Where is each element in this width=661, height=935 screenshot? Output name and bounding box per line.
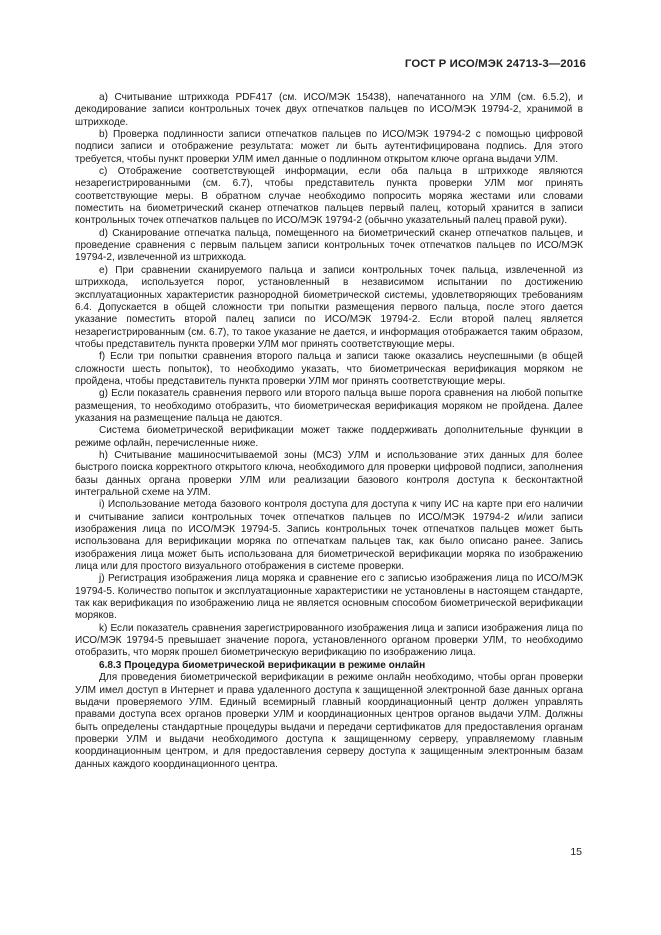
document-body — [75, 92, 583, 771]
paragraph-g: g) Если показатель сравнения первого или второго пальца выше порога сравнения на любой попытке размещения, то необходимо отобразить, что биометрическая верификация моряком не пройдена. Далее указания на размещение пальца не даются. — [75, 388, 583, 424]
section-heading: 6.8.3 Процедура биометрической верификации в режиме онлайн — [99, 659, 426, 671]
paragraph-d: d) Сканирование отпечатка пальца, помещенного на биометрический сканер отпечатков пальцев, и проведение сравнения с первым пальцем записи контрольных точек отпечатков пальцев по ИСО/МЭК 19794-2, извлеченной из штрихкода. — [75, 227, 583, 264]
paragraph-intro-offline: Система биометрической верификации может также поддерживать дополнительные функции в режиме офлайн, перечисленные ниже. — [75, 425, 583, 449]
paragraph-a: a) Считывание штрихкода PDF417 (см. ИСО/МЭК 15438), напечатанного на УЛМ (см. 6.5.2), и декодирование записи контрольных точек двух отпечатков пальцев по ИСО/МЭК 19794-2, хранимой в штрихкоде. — [75, 92, 583, 128]
paragraph-i: i) Использование метода базового контроля доступа для доступа к чипу ИС на карте при его наличии и считывание записи контрольных точек отпечатков пальцев по ИСО/МЭК 19794-2 и/или записи изображения лица по ИСО/МЭК 19794-5. Запись контрольных точек отпечатков пальцев может быть использована для верификации моряка по отпечаткам пальцев так, как было описано ранее. Запись изображения лица может быть использована для биометрической верификации моряка по изображению лица или для простого визуального отображения в системе проверки. — [75, 499, 583, 573]
section-body: Для проведения биометрической верификации в режиме онлайн необходимо, чтобы орган проверки УЛМ имел доступ в Интернет и права удаленного доступа к защищенной электронной базе данных органа выдачи проверяемого УЛМ. Единый всемирный главный координационный центр должен управлять правами доступа всех органов проверки УЛМ и координационных центров органов выдачи УЛМ. Должны быть определены стандартные процедуры выдачи и передачи сертификатов для предоставления органам проверки УЛМ и выдачи необходимого доступа к защищенному серверу, управляемому главным координационным центром, и для предоставления серверу доступа к защищенным электронным базам данных каждого координационного центра. — [75, 672, 583, 770]
paragraph-e: e) При сравнении сканируемого пальца и записи контрольных точек пальца, извлеченной из штрихкода, используется порог, установленный в независимом испытании по достижению эксплуатационных характеристик разнородной биометрической системы, удовлетворяющих требованиям 6.4. Допускается в общей сложности три попытки размещения первого пальца, после этого дается указание поместить второй палец записи по ИСО/МЭК 19794-2. Если второй палец является незарегистрированным (см. 6.7), то такое указание не дается, и информация отображается таким образом, чтобы представитель пункта проверки УЛМ мог принять соответствующие меры. — [75, 264, 583, 350]
paragraph-j: j) Регистрация изображения лица моряка и сравнение его с записью изображения лица по ИСО/МЭК 19794-5. Количество попыток и эксплуатационные характеристики не установлены в настоящем стандарте, так как верификация по изображению лица не является основным способом биометрической верификации моряков. — [75, 573, 583, 622]
paragraph-b: b) Проверка подлинности записи отпечатков пальцев по ИСО/МЭК 19794-2 с помощью цифровой подписи записи и отображение результата: может ли быть аутентифицирована подпись. Для этого требуется, чтобы пункт проверки УЛМ имел данные о подлинном открытом ключе органа выдачи УЛМ. — [75, 129, 583, 165]
paragraph-f: f) Если три попытки сравнения второго пальца и записи также оказались неуспешными (в общей сложности шесть попыток), то необходимо указать, что биометрическая верификация моряком не пройдена, чтобы представитель пункта проверки УЛМ мог принять соответствующие меры. — [75, 351, 583, 387]
paragraph-h: h) Считывание машиносчитываемой зоны (МСЗ) УЛМ и использование этих данных для более быстрого поиска корректного открытого ключа, необходимого для проверки цифровой подписи, заполнения базы данных органа проверки УЛМ или реализации базового контроля доступа к бесконтактной интегральной схеме на УЛМ. — [75, 449, 583, 498]
page-number: 15 — [570, 846, 582, 858]
paragraph-c: c) Отображение соответствующей информации, если оба пальца в штрихкоде являются незарегистрированными (см. 6.7), чтобы представитель пункта проверки УЛМ мог принять соответствующие меры. В обратном случае необходимо попросить моряка жестами или словами поместить на биометрический сканер отпечатков пальцев первый палец, который хранится в записи контрольных точек отпечатков пальцев по ИСО/МЭК 19794-2 (обычно указательный палец правой руки). — [75, 166, 583, 227]
paragraph-k: k) Если показатель сравнения зарегистрированного изображения лица и записи изображения лица по ИСО/МЭК 19794-5 превышает значение порога, установленного органом проверки УЛМ, то необходимо отобразить, что моряк прошел биометрическую верификацию по изображению лица. — [75, 622, 583, 659]
standard-header: ГОСТ Р ИСО/МЭК 24713-3—2016 — [404, 58, 586, 70]
